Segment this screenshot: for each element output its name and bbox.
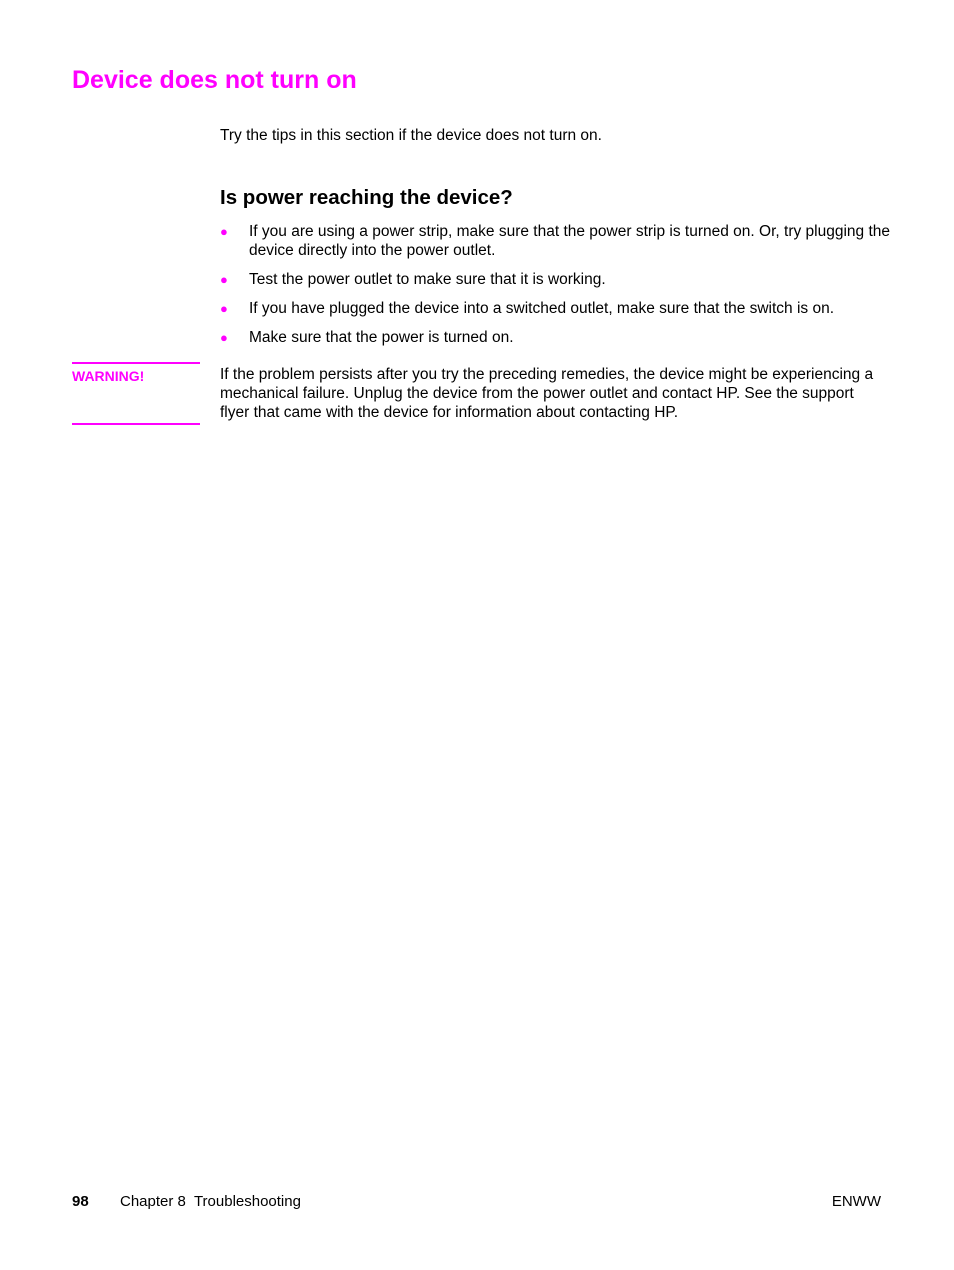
warning-text: If the problem persists after you try the preceding remedies, the device might be experiencing a mechanical failure. Unplug the device from the power outlet and contact HP. See the support flyer that came with the device for information about contacting HP. (220, 366, 874, 421)
bullet-list (220, 222, 890, 357)
list-item-text: If you are using a power strip, make sure that the power strip is turned on. Or, try plugging the device directly into the power outlet. (249, 223, 890, 259)
warning-label: WARNING! (72, 368, 145, 384)
page-title: Device does not turn on (72, 66, 357, 94)
warning-top-rule (72, 362, 200, 364)
bullet-icon: ● (220, 330, 228, 345)
footer-page-number: 98 (72, 1193, 89, 1210)
list-item (220, 270, 890, 289)
bullet-icon: ● (220, 301, 228, 316)
list-item (220, 328, 890, 347)
bullet-icon: ● (220, 224, 228, 239)
footer-locale: ENWW (831, 1193, 881, 1210)
bullet-icon: ● (220, 272, 228, 287)
intro-text: Try the tips in this section if the device does not turn on. (220, 127, 602, 144)
list-item-text: If you have plugged the device into a switched outlet, make sure that the switch is on. (249, 300, 835, 317)
footer-chapter: Chapter 8 Troubleshooting (120, 1193, 301, 1210)
list-item-text: Make sure that the power is turned on. (249, 329, 514, 346)
list-item (220, 222, 890, 260)
section-heading: Is power reaching the device? (220, 186, 513, 209)
warning-bottom-rule (72, 423, 200, 425)
list-item-text: Test the power outlet to make sure that it is working. (249, 271, 606, 288)
list-item (220, 299, 890, 318)
